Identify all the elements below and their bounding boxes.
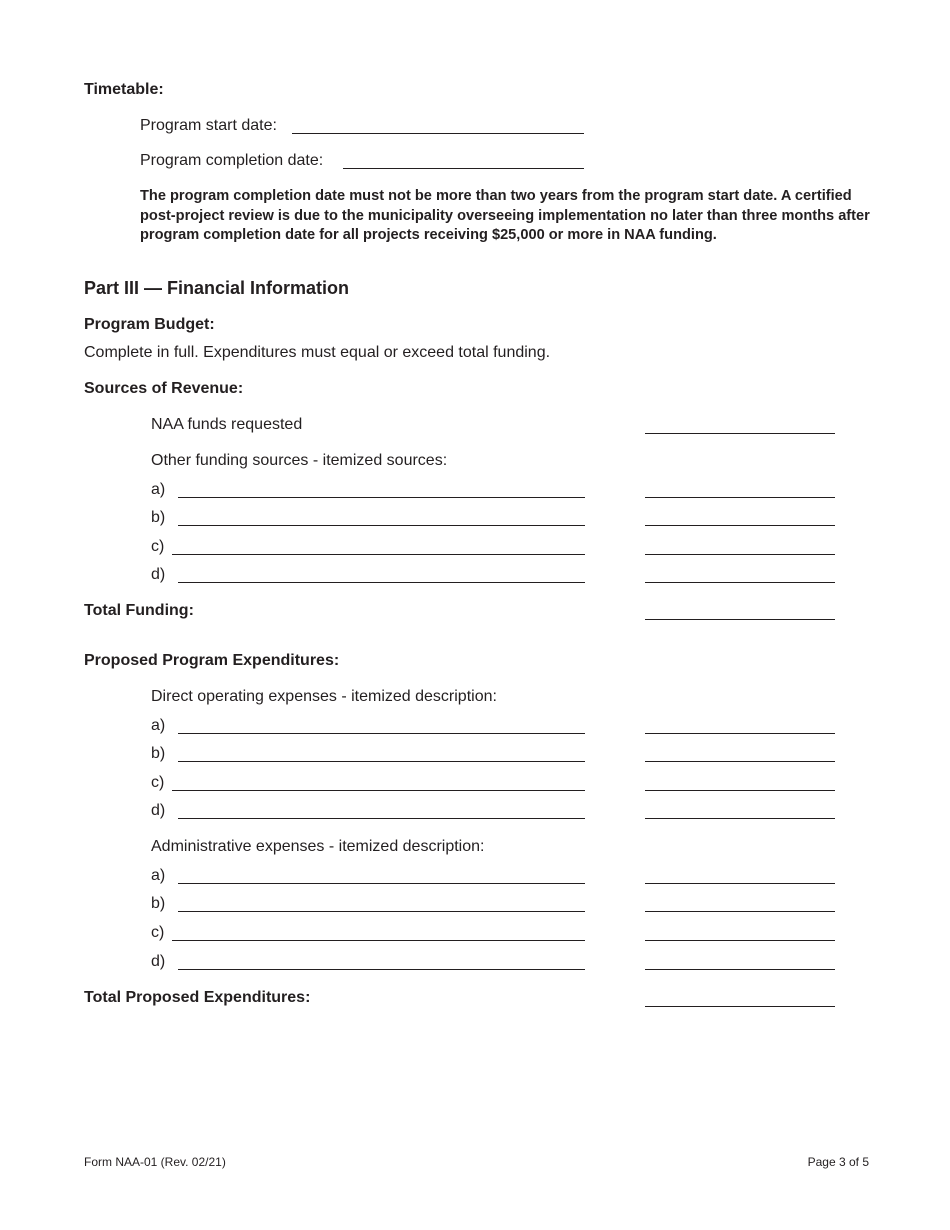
- direct-item-b-amount-field[interactable]: [645, 761, 835, 762]
- revenue-item-a-description-field[interactable]: [178, 497, 585, 498]
- revenue-item-label: c): [151, 538, 165, 555]
- revenue-item-d-description-field[interactable]: [178, 582, 585, 583]
- total-expenditures-label: Total Proposed Expenditures:: [84, 989, 311, 1006]
- direct-item-a-description-field[interactable]: [178, 733, 585, 734]
- page-number: Page 3 of 5: [807, 1155, 869, 1169]
- total-funding-label: Total Funding:: [84, 602, 194, 619]
- admin-item-label: c): [151, 924, 165, 941]
- timetable-note: The program completion date must not be more than two years from the program start date. A certified post-project review is due to the municipality overseeing implementation no later than three months after program completion date for all projects receiving $25,000 or more in NAA funding.: [140, 188, 870, 243]
- part-iii-heading: Part III — Financial Information: [84, 278, 350, 298]
- budget-instruction: Complete in full. Expenditures must equal or exceed total funding.: [84, 344, 551, 361]
- admin-item-d-description-field[interactable]: [178, 969, 585, 970]
- revenue-item-b-description-field[interactable]: [178, 525, 585, 526]
- total-funding-field[interactable]: [645, 619, 835, 620]
- naa-funds-label: NAA funds requested: [151, 416, 303, 433]
- program-budget-heading: Program Budget:: [84, 316, 215, 333]
- revenue-item-b-amount-field[interactable]: [645, 525, 835, 526]
- revenue-item-label: b): [151, 509, 166, 526]
- administrative-label: Administrative expenses - itemized description:: [151, 838, 485, 855]
- admin-item-c-description-field[interactable]: [172, 940, 585, 941]
- total-expenditures-field[interactable]: [645, 1006, 835, 1007]
- revenue-item-a-amount-field[interactable]: [645, 497, 835, 498]
- revenue-item-label: d): [151, 566, 166, 583]
- naa-funds-amount-field[interactable]: [645, 433, 835, 434]
- direct-item-a-amount-field[interactable]: [645, 733, 835, 734]
- admin-item-b-description-field[interactable]: [178, 911, 585, 912]
- direct-operating-label: Direct operating expenses - itemized description:: [151, 688, 497, 705]
- direct-item-label: a): [151, 717, 166, 734]
- revenue-item-label: a): [151, 481, 166, 498]
- admin-item-label: d): [151, 953, 166, 970]
- other-funding-label: Other funding sources - itemized sources:: [151, 452, 448, 469]
- program-completion-label: Program completion date:: [140, 152, 324, 169]
- admin-item-d-amount-field[interactable]: [645, 969, 835, 970]
- timetable-heading: Timetable:: [84, 81, 164, 98]
- direct-item-c-amount-field[interactable]: [645, 790, 835, 791]
- direct-item-c-description-field[interactable]: [172, 790, 585, 791]
- revenue-item-c-amount-field[interactable]: [645, 554, 835, 555]
- direct-item-label: c): [151, 774, 165, 791]
- admin-item-b-amount-field[interactable]: [645, 911, 835, 912]
- program-start-label: Program start date:: [140, 117, 277, 134]
- admin-item-a-amount-field[interactable]: [645, 883, 835, 884]
- revenue-item-d-amount-field[interactable]: [645, 582, 835, 583]
- admin-item-a-description-field[interactable]: [178, 883, 585, 884]
- program-start-date-field[interactable]: [292, 133, 584, 134]
- sources-of-revenue-heading: Sources of Revenue:: [84, 380, 244, 397]
- revenue-item-c-description-field[interactable]: [172, 554, 585, 555]
- admin-item-c-amount-field[interactable]: [645, 940, 835, 941]
- direct-item-label: b): [151, 745, 166, 762]
- proposed-expenditures-heading: Proposed Program Expenditures:: [84, 652, 340, 669]
- direct-item-d-description-field[interactable]: [178, 818, 585, 819]
- direct-item-b-description-field[interactable]: [178, 761, 585, 762]
- form-id: Form NAA-01 (Rev. 02/21): [84, 1155, 226, 1169]
- direct-item-d-amount-field[interactable]: [645, 818, 835, 819]
- program-completion-date-field[interactable]: [343, 168, 584, 169]
- admin-item-label: b): [151, 895, 166, 912]
- direct-item-label: d): [151, 802, 166, 819]
- admin-item-label: a): [151, 867, 166, 884]
